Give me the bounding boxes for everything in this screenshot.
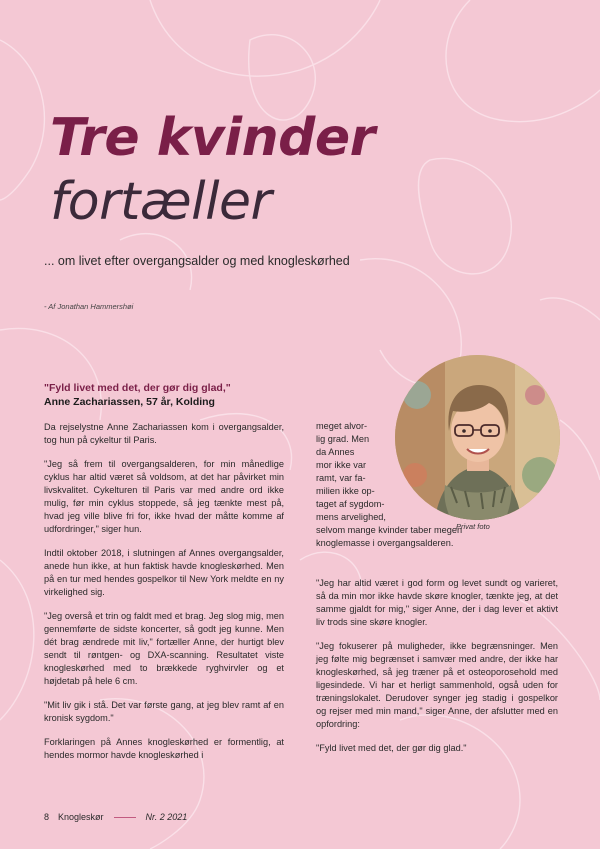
page-footer [44,812,187,822]
body-column-2 [316,577,558,766]
text-line: mens arvelighed, [316,512,386,522]
paragraph: Forklaringen på Annes knogleskørhed er formentlig, at hendes mormor havde knogleskørhed i [44,737,284,760]
magazine-name: Knogleskør [58,812,104,822]
paragraph: Da rejselystne Anne Zachariassen kom i overgangsalder, tog hun på cykeltur til Paris. [44,422,284,445]
issue-label: Nr. 2 2021 [145,812,188,822]
paragraph: "Jeg så frem til overgangsalderen, for min månedlige cyklus har altid været så voldsom, at det har påvirket min livskvalitet. Cykelturen til Paris var med andre ord ikke mulig, før min cyklus stoppede, så jeg tænkte mest på, hvad jeg ville blive fri for, ikke hvad der måtte komme af udfordringer," siger hun. [44,459,284,534]
portrait-photo [395,355,560,520]
text-line: taget af sygdom- [316,499,385,509]
footer-divider [114,817,136,818]
paragraph: "Fyld livet med det, der gør dig glad." [316,743,467,753]
text-line: milien ikke op- [316,486,375,496]
article-title-line2: fortæller [50,172,272,232]
page-number: 8 [44,812,50,822]
article-byline: - Af Jonathan Hammershøi [44,302,134,311]
text-line: meget alvor- [316,421,368,431]
body-column-1 [44,421,284,773]
paragraph: "Jeg overså et trin og faldt med et brag. Jeg slog mig, men gennemførte de sidste koncerter, så godt jeg kunne. Men dét brag ændrede mit liv," fortæller Anne, der hurtigt blev sendt til røntgen- og DXA-scanning. Resultatet viste knogleskørhed med to brækkede ryghvirvler og et højdetab på hele 6 cm. [44,611,284,686]
article-title-line1: Tre kvinder [50,108,375,168]
paragraph: Indtil oktober 2018, i slutningen af Annes overgangsalder, anede hun ikke, at hun faktisk havde knogleskørhed. Men på en tur med hendes gospelkor til New York meldte en ny virkelighed sig. [44,548,284,597]
paragraph: "Jeg fokuserer på muligheder, ikke begrænsninger. Men jeg følte mig begrænset i samvær med andre, der ikke har knogleskørhed, så jeg træner på et osteoporosehold med ligesindede. Vi har et herligt sammenhold, også uden for træningslokalet. Derudover synger jeg stadig i gospelkor og rejser med min mand," siger Anne, der afslutter med en opfordring: [316,641,558,729]
paragraph: "Mit liv gik i stå. Det var første gang, at jeg blev ramt af en kronisk sygdom." [44,700,284,723]
text-line: lig grad. Men [316,434,370,444]
photo-caption: Privat foto [456,522,490,531]
text-line: mor ikke var [316,460,367,470]
section-quote-heading: "Fyld livet med det, der gør dig glad," [44,382,231,394]
article-subtitle: ... om livet efter overgangsalder og med knogleskørhed [44,254,350,268]
body-column-2-wrap [316,420,396,524]
text-line: ramt, var fa- [316,473,366,483]
text-line: da Annes [316,447,355,457]
paragraph: "Jeg har altid været i god form og levet sundt og varieret, så da min mor ikke havde skøre knogler, tænkte jeg, at det samme gjaldt for mig," siger Anne, der i dag lever et aktivt liv trods sine skøre knogler. [316,578,558,627]
portrait-illustration [395,355,560,520]
section-person-name: Anne Zachariassen, 57 år, Kolding [44,396,215,408]
body-column-2-wrap-tail: selvom mange kvinder taber megen knoglemasse i overgangsalderen. [316,525,463,548]
